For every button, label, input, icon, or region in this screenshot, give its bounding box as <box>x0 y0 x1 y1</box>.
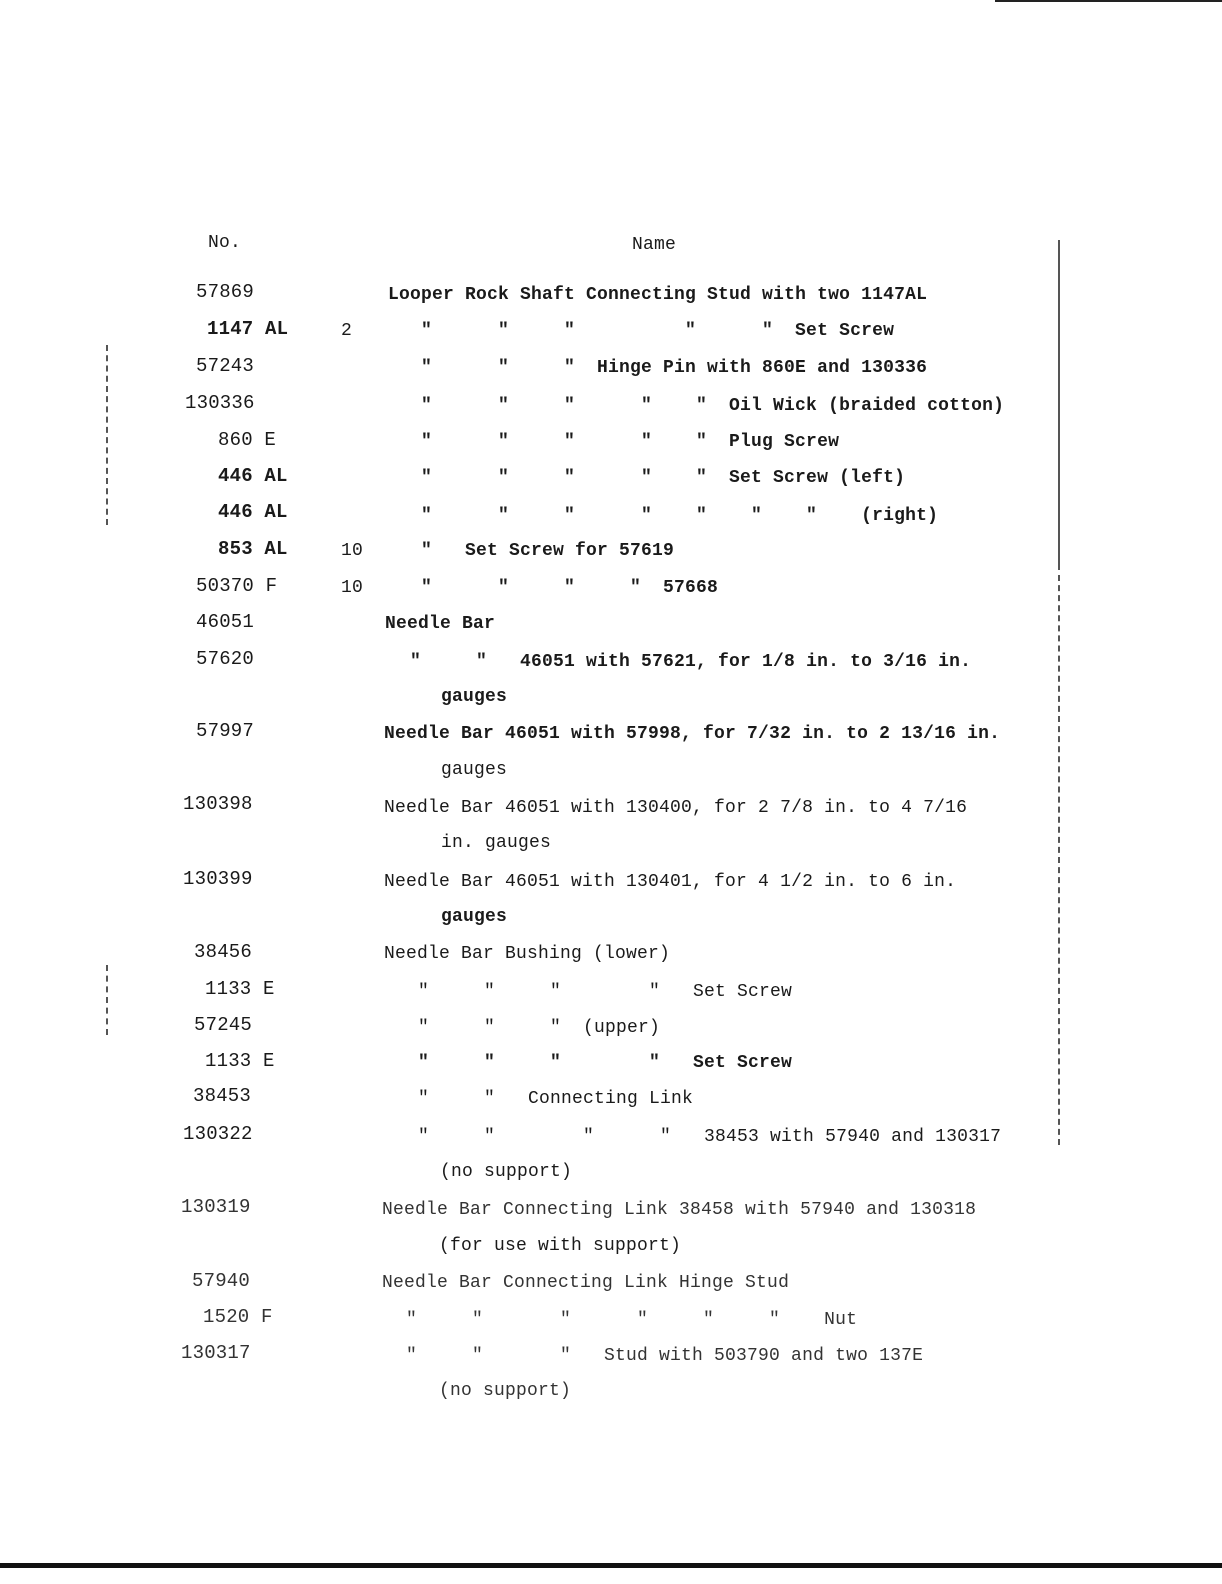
part-name-continued: (no support) <box>440 1162 573 1182</box>
scan-edge-line-right <box>1058 240 1060 570</box>
part-name-continued: in. gauges <box>441 833 552 853</box>
part-number: 1520 F <box>203 1306 273 1328</box>
part-name: " " " " " Set Screw <box>421 321 895 341</box>
part-name-continued: gauges <box>441 687 508 707</box>
part-number: 57243 <box>196 355 255 377</box>
part-number: 860 E <box>218 429 277 451</box>
part-name: " " 46051 with 57621, for 1/8 in. to 3/16 in. <box>410 652 972 672</box>
part-name: " " " " 57668 <box>421 578 719 598</box>
part-number: 57997 <box>196 720 255 742</box>
part-name: " " Connecting Link <box>418 1089 694 1109</box>
part-name: " Set Screw for 57619 <box>421 541 675 561</box>
part-number: 38453 <box>193 1085 252 1107</box>
part-name: " " " " 38453 with 57940 and 130317 <box>418 1127 1002 1147</box>
header-name: Name <box>632 235 677 255</box>
part-number: 130399 <box>183 868 253 890</box>
part-name-continued: gauges <box>441 760 508 780</box>
part-name-continued: gauges <box>441 907 508 927</box>
part-number: 57940 <box>192 1270 251 1292</box>
part-name: Needle Bar Connecting Link Hinge Stud <box>382 1273 790 1293</box>
scan-edge-line-left <box>106 345 108 525</box>
part-number: 1133 E <box>205 1050 275 1072</box>
part-name: " " " " " " " (right) <box>421 506 939 526</box>
part-name-continued: (for use with support) <box>439 1236 682 1256</box>
part-name: " " " " Set Screw <box>418 1053 793 1073</box>
part-name: " " " " " " Nut <box>406 1310 858 1330</box>
part-name: " " " (upper) <box>418 1018 661 1038</box>
part-name: " " " Hinge Pin with 860E and 130336 <box>421 358 928 378</box>
part-name: Needle Bar <box>385 614 496 634</box>
part-name-continued: (no support) <box>439 1381 572 1401</box>
part-name: " " " " Set Screw <box>418 982 793 1002</box>
part-number: 57869 <box>196 281 255 303</box>
part-number: 38456 <box>194 941 253 963</box>
part-number: 1147 AL <box>207 318 289 340</box>
part-number: 1133 E <box>205 978 275 1000</box>
part-number: 446 AL <box>218 501 288 523</box>
part-name: " " " " " Set Screw (left) <box>421 468 906 488</box>
part-quantity: 10 <box>341 541 364 561</box>
part-name: " " " Stud with 503790 and two 137E <box>406 1346 924 1366</box>
part-number: 130317 <box>181 1342 251 1364</box>
part-number: 50370 F <box>196 575 278 597</box>
scan-edge-line-right-dashed <box>1058 575 1060 1145</box>
part-quantity: 2 <box>341 321 353 341</box>
part-number: 853 AL <box>218 538 288 560</box>
header-no: No. <box>208 233 242 253</box>
part-number: 130398 <box>183 793 253 815</box>
part-number: 130336 <box>185 392 255 414</box>
part-name: " " " " " Oil Wick (braided cotton) <box>421 396 1005 416</box>
part-name: Needle Bar 46051 with 130401, for 4 1/2 in. to 6 in. <box>384 872 957 892</box>
part-name: Needle Bar Connecting Link 38458 with 57940 and 130318 <box>382 1200 977 1220</box>
scan-edge-line-left-lower <box>106 965 108 1035</box>
scan-edge-bar-bottom <box>0 1563 1222 1568</box>
part-number: 130319 <box>181 1196 251 1218</box>
part-name: Needle Bar 46051 with 57998, for 7/32 in. to 2 13/16 in. <box>384 724 1001 744</box>
part-number: 130322 <box>183 1123 253 1145</box>
part-name: Needle Bar Bushing (lower) <box>384 944 671 964</box>
part-name: Needle Bar 46051 with 130400, for 2 7/8 in. to 4 7/16 <box>384 798 968 818</box>
part-name: " " " " " Plug Screw <box>421 432 840 452</box>
part-number: 46051 <box>196 611 255 633</box>
scan-edge-mark-top <box>995 0 1222 2</box>
part-number: 57620 <box>196 648 255 670</box>
part-quantity: 10 <box>341 578 364 598</box>
part-name: Looper Rock Shaft Connecting Stud with two 1147AL <box>388 285 928 305</box>
part-number: 57245 <box>194 1014 253 1036</box>
part-number: 446 AL <box>218 465 288 487</box>
